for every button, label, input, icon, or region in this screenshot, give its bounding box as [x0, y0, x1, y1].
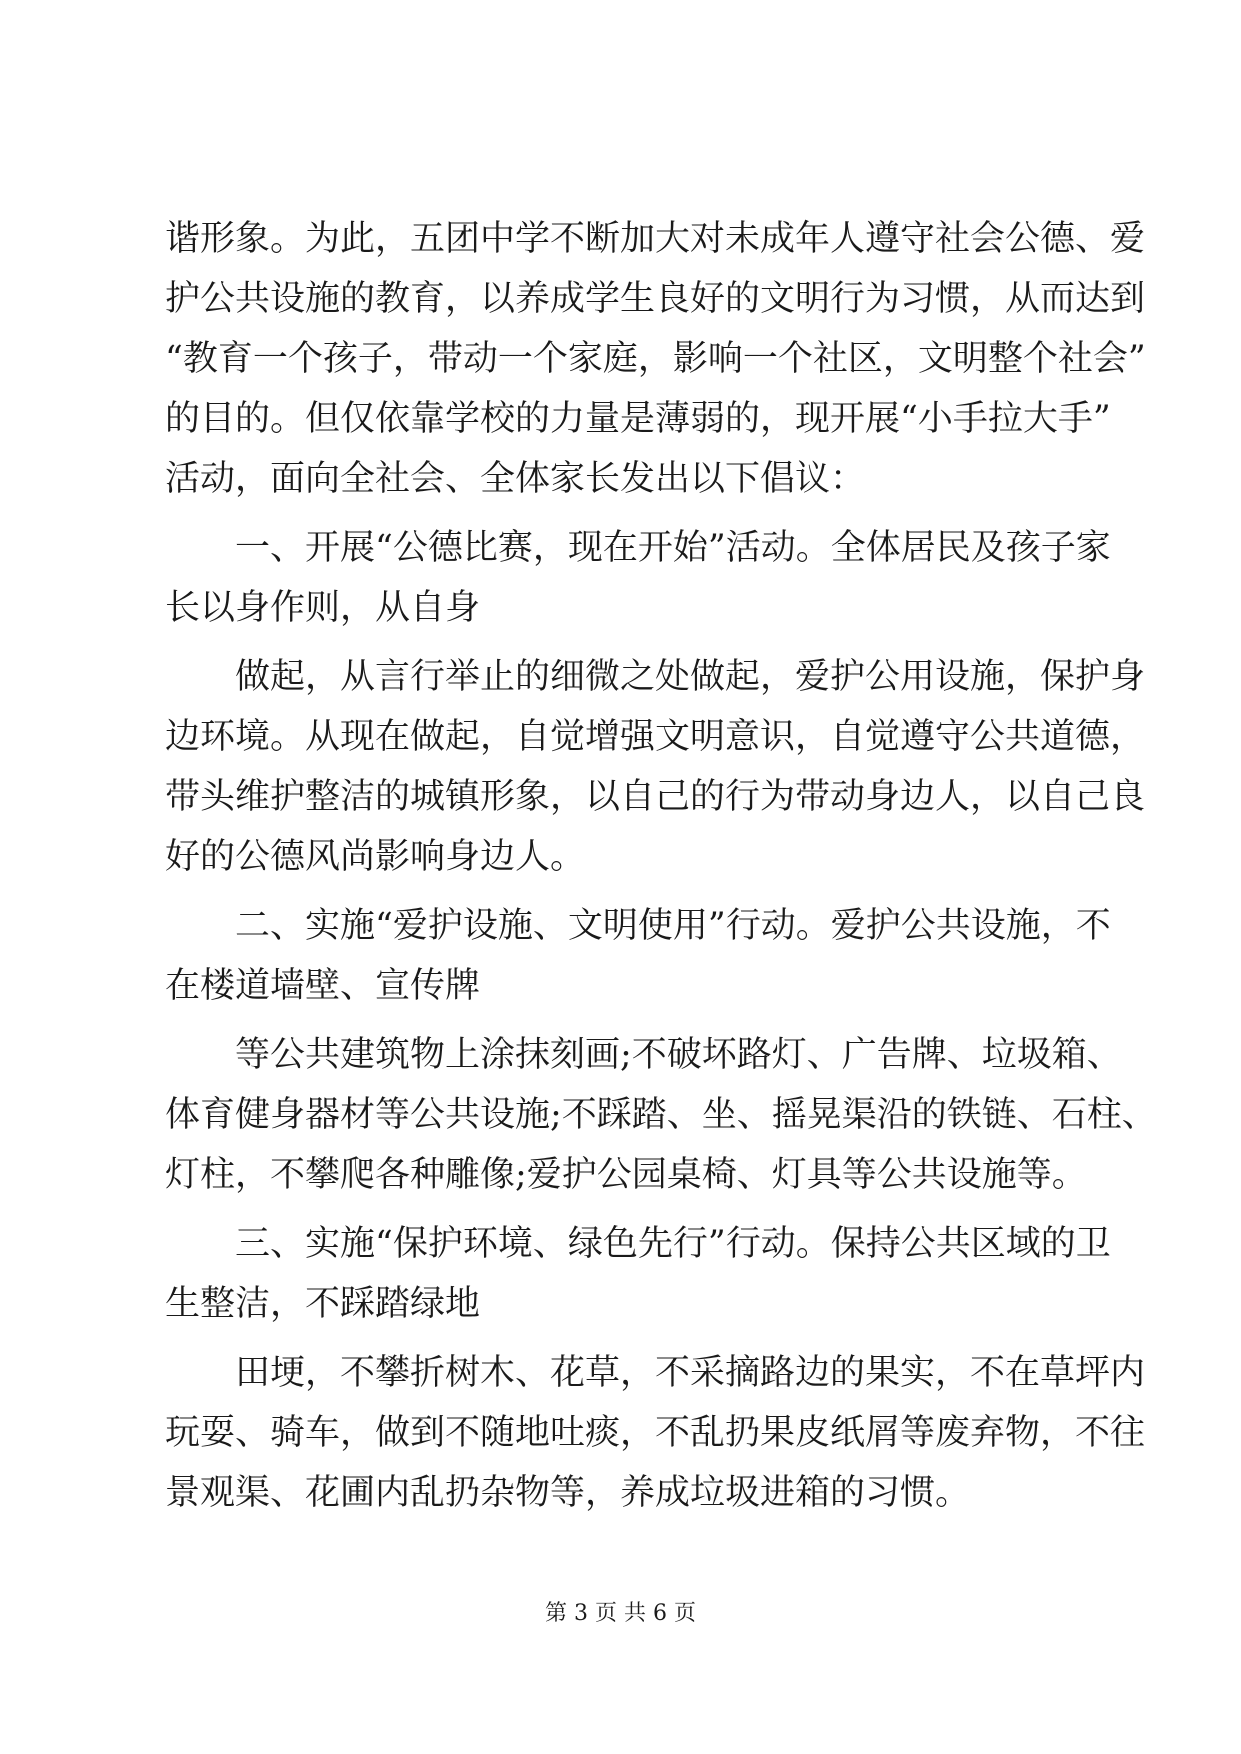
text-line: 生整洁，不踩踏绿地 — [165, 1284, 481, 1324]
text-line: “教育一个孩子，带动一个家庭，影响一个社区，文明整个社会” — [165, 339, 1146, 379]
text-line: 田埂，不攀折树木、花草，不采摘路边的果实，不在草坪内 — [235, 1353, 1146, 1393]
text-line: 的目的。但仅依靠学校的力量是薄弱的，现开展“小手拉大手” — [165, 399, 1111, 439]
text-line: 体育健身器材等公共设施;不踩踏、坐、摇晃渠沿的铁链、石柱、 — [165, 1095, 1157, 1135]
text-line: 灯柱，不攀爬各种雕像;爱护公园桌椅、灯具等公共设施等。 — [165, 1155, 1087, 1195]
text-line: 做起，从言行举止的细微之处做起，爱护公用设施，保护身 — [235, 657, 1146, 697]
page-number-footer: 第 3 页 共 6 页 — [545, 1601, 696, 1626]
text-line: 护公共设施的教育，以养成学生良好的文明行为习惯，从而达到 — [165, 279, 1146, 319]
text-line: 长以身作则，从自身 — [165, 588, 481, 628]
text-line: 带头维护整洁的城镇形象，以自己的行为带动身边人，以自己良 — [165, 777, 1146, 817]
text-line: 边环境。从现在做起，自觉增强文明意识，自觉遵守公共道德， — [165, 717, 1146, 757]
text-line: 在楼道墙壁、宣传牌 — [165, 966, 481, 1006]
text-line: 景观渠、花圃内乱扔杂物等，养成垃圾进箱的习惯。 — [165, 1473, 971, 1513]
text-line: 好的公德风尚影响身边人。 — [165, 837, 586, 877]
text-line: 三、实施“保护环境、绿色先行”行动。保持公共区域的卫 — [235, 1224, 1111, 1264]
text-line: 玩耍、骑车，做到不随地吐痰，不乱扔果皮纸屑等废弃物，不往 — [165, 1413, 1146, 1453]
text-line: 等公共建筑物上涂抹刻画;不破坏路灯、广告牌、垃圾箱、 — [235, 1035, 1122, 1075]
text-line: 二、实施“爱护设施、文明使用”行动。爱护公共设施，不 — [235, 906, 1111, 946]
text-line: 谐形象。为此，五团中学不断加大对未成年人遵守社会公德、爱 — [165, 219, 1146, 259]
text-line: 活动，面向全社会、全体家长发出以下倡议： — [165, 459, 866, 499]
text-line: 一、开展“公德比赛，现在开始”活动。全体居民及孩子家 — [235, 528, 1111, 568]
